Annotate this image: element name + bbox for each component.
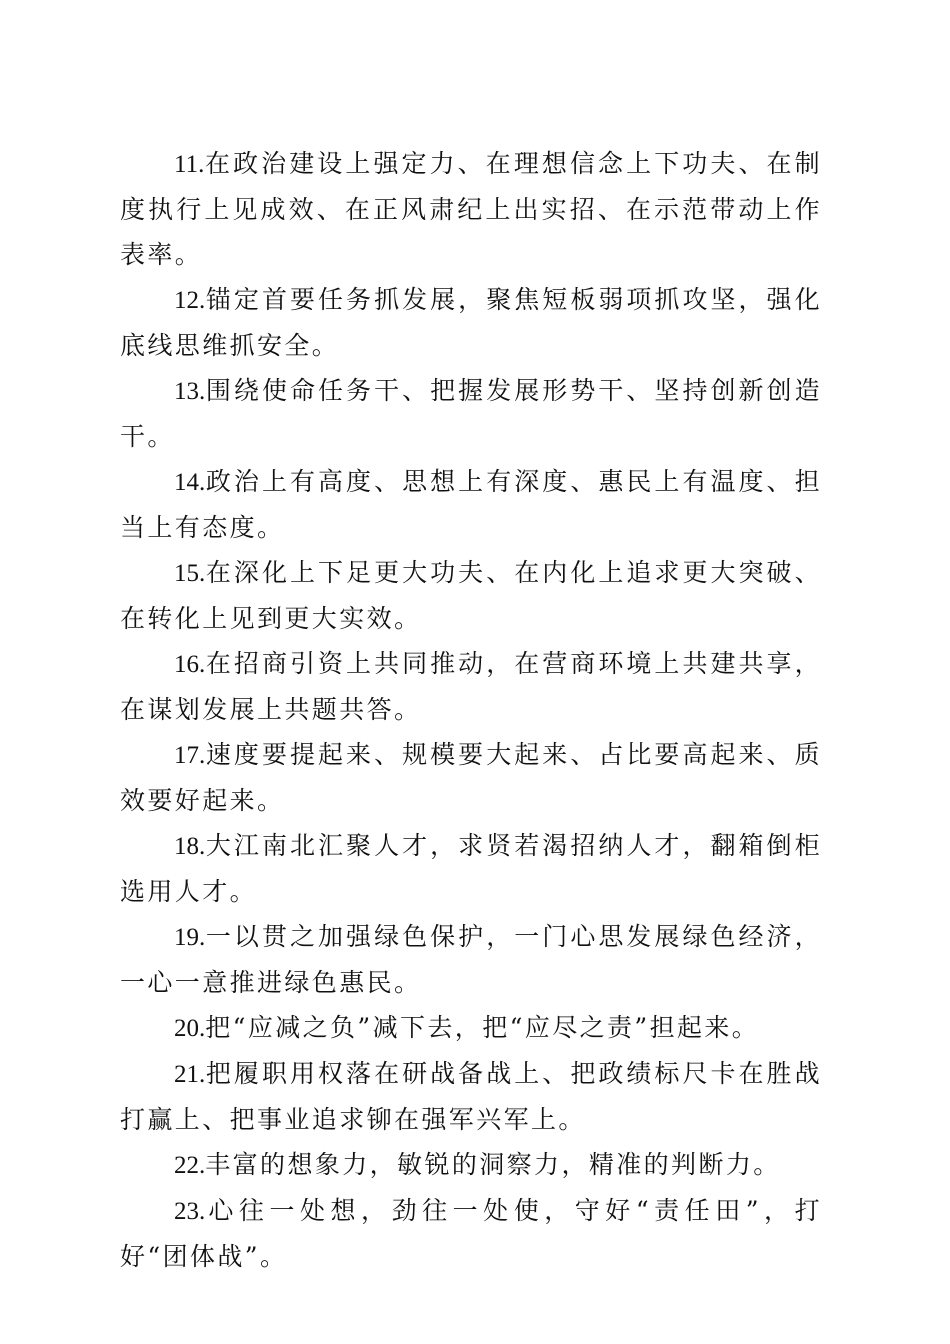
paragraph-text: 丰富的想象力，敏锐的洞察力，精准的判断力。 (205, 1150, 781, 1179)
paragraph-23 (120, 1188, 822, 1279)
paragraph-12 (120, 277, 822, 368)
paragraph-number: 12. (174, 287, 206, 314)
paragraph-21 (120, 1051, 822, 1142)
paragraph-15 (120, 550, 822, 641)
paragraph-text: 把履职用权落在研战备战上、把政绩标尺卡在胜战打赢上、把事业追求铆在强军兴军上。 (120, 1059, 822, 1134)
paragraph-19 (120, 914, 822, 1005)
paragraph-text: 大江南北汇聚人才，求贤若渴招纳人才，翻箱倒柜选用人才。 (120, 831, 822, 906)
paragraph-text: 速度要提起来、规模要大起来、占比要高起来、质效要好起来。 (120, 740, 822, 815)
paragraph-22 (120, 1142, 822, 1188)
paragraph-text: 一以贯之加强绿色保护，一门心思发展绿色经济，一心一意推进绿色惠民。 (120, 922, 822, 997)
paragraph-11 (120, 141, 822, 277)
paragraph-number: 15. (174, 560, 206, 587)
paragraph-number: 17. (174, 742, 206, 769)
paragraph-text: 围绕使命任务干、把握发展形势干、坚持创新创造干。 (120, 376, 822, 451)
paragraph-number: 20. (174, 1015, 206, 1042)
paragraph-number: 22. (174, 1152, 206, 1179)
paragraph-20 (120, 1005, 822, 1051)
paragraph-text: 政治上有高度、思想上有深度、惠民上有温度、担当上有态度。 (120, 467, 822, 542)
paragraph-number: 21. (174, 1061, 206, 1088)
paragraph-number: 14. (174, 469, 206, 496)
paragraph-text: 锚定首要任务抓发展，聚焦短板弱项抓攻坚，强化底线思维抓安全。 (120, 285, 822, 360)
paragraph-number: 16. (174, 651, 206, 678)
document-body (120, 141, 822, 1279)
paragraph-17 (120, 732, 822, 823)
paragraph-text: 在深化上下足更大功夫、在内化上追求更大突破、在转化上见到更大实效。 (120, 558, 822, 633)
paragraph-number: 11. (174, 151, 205, 178)
paragraph-text: 在政治建设上强定力、在理想信念上下功夫、在制度执行上见成效、在正风肃纪上出实招、在示范带动上作表率。 (120, 149, 822, 269)
paragraph-text: 把“应减之负”减下去，把“应尽之责”担起来。 (205, 1013, 760, 1042)
paragraph-text: 在招商引资上共同推动，在营商环境上共建共享，在谋划发展上共题共答。 (120, 649, 822, 724)
paragraph-number: 23. (174, 1198, 206, 1225)
paragraph-number: 18. (174, 833, 206, 860)
paragraph-16 (120, 641, 822, 732)
paragraph-14 (120, 459, 822, 550)
paragraph-number: 19. (174, 924, 206, 951)
paragraph-13 (120, 368, 822, 459)
paragraph-number: 13. (174, 378, 206, 405)
paragraph-text: 心往一处想，劲往一处使，守好“责任田”，打好“团体战”。 (120, 1196, 822, 1271)
paragraph-18 (120, 823, 822, 914)
